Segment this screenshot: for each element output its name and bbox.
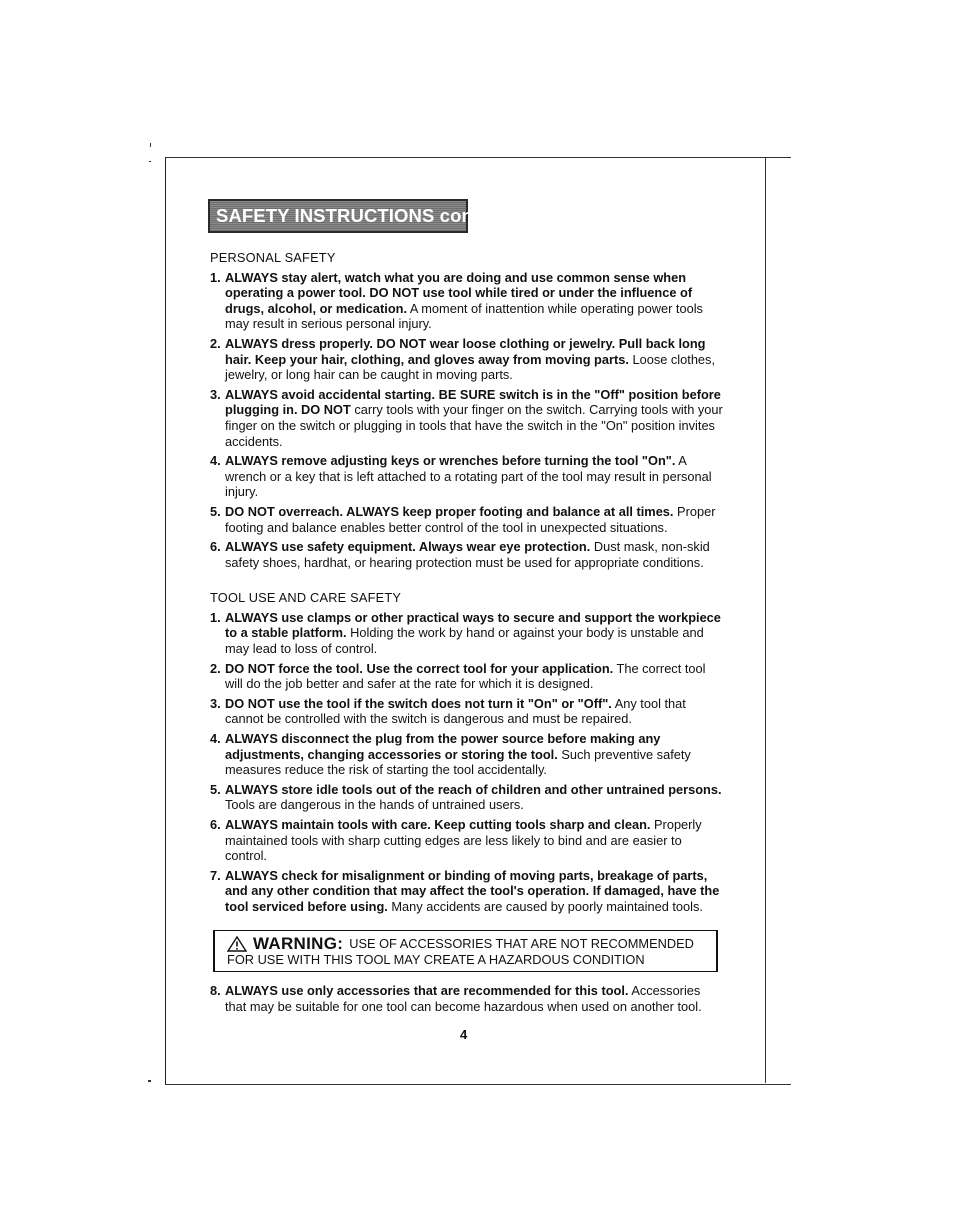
main-content	[210, 250, 725, 919]
item-text: carry tools with your finger on the switch. Carrying tools with your finger on the switch or plugging in tools that have the switch in the "On" position invites accidents.	[225, 402, 723, 449]
item-bold-text: DO NOT force the tool. Use the correct tool for your application.	[225, 660, 614, 676]
item-text: A wrench or a key that is left attached to a rotating part of the tool may result in personal injury.	[225, 453, 712, 500]
item-text: Accessories that may be suitable for one tool can become hazardous when used on another tool.	[225, 983, 702, 1014]
list-item	[210, 539, 725, 570]
item-text: Loose clothes, jewelry, or long hair can be caught in moving parts.	[225, 351, 716, 383]
item-text: Proper footing and balance enables better control of the tool in unexpected situations.	[225, 503, 716, 535]
item-bold-text: ALWAYS maintain tools with care. Keep cutting tools sharp and clean.	[225, 817, 651, 832]
item-bold-text: ALWAYS use only accessories that are recommended for this tool.	[225, 983, 629, 998]
item-number: 3.	[210, 695, 221, 711]
item-bold-text: DO NOT use the tool if the switch does not turn it "On" or "Off".	[225, 695, 612, 711]
item-number: 1.	[210, 269, 221, 285]
item-text: Holding the work by hand or against your body is unstable and may lead to loss of control.	[225, 625, 704, 657]
personal-safety-heading: PERSONAL SAFETY	[210, 250, 336, 265]
banner-title: SAFETY INSTRUCTIONS cont.	[210, 201, 466, 231]
item-text: The correct tool will do the job better and safer at the rate for which it is designed.	[225, 660, 706, 692]
item-number: 6.	[210, 539, 221, 555]
item-bold-text: ALWAYS remove adjusting keys or wrenches before turning the tool "On".	[225, 453, 676, 469]
item-number: 5.	[210, 503, 221, 519]
item-number: 2.	[210, 660, 221, 676]
item-bold-text: ALWAYS stay alert, watch what you are doing and use common sense when operating a power tool. DO NOT use tool while tired or under the influence of drugs, alcohol, or medication.	[225, 269, 693, 316]
section-banner	[208, 199, 485, 233]
list-item	[210, 453, 725, 500]
item-text: Dust mask, non-skid safety shoes, hardhat, or hearing protection must be used for appropriate conditions.	[225, 539, 710, 570]
list-item	[210, 782, 725, 813]
list-item	[210, 731, 725, 778]
list-item	[210, 817, 725, 864]
warning-text-line2: FOR USE WITH THIS TOOL MAY CREATE A HAZARDOUS CONDITION	[227, 952, 645, 967]
item-number: 5.	[210, 781, 221, 797]
item-number: 4.	[210, 453, 221, 469]
item-bold-text: ALWAYS use clamps or other practical ways to secure and support the workpiece to a stable platform.	[225, 609, 721, 641]
list-item	[210, 387, 725, 449]
scan-mark	[149, 161, 151, 162]
warning-triangle-icon	[227, 936, 247, 952]
item-number: 1.	[210, 609, 221, 625]
page-number: 4	[460, 1027, 468, 1042]
list-item	[210, 868, 725, 915]
warning-box	[213, 930, 718, 972]
list-item	[210, 610, 725, 657]
item-bold-text: ALWAYS use safety equipment. Always wear eye protection.	[225, 539, 591, 555]
list-item	[210, 270, 725, 332]
warning-text-line1: USE OF ACCESSORIES THAT ARE NOT RECOMMENDED	[349, 936, 694, 952]
list-item	[210, 504, 725, 535]
item-bold-text: DO NOT overreach. ALWAYS keep proper footing and balance at all times.	[225, 503, 674, 519]
scan-mark	[150, 143, 151, 147]
item-bold-text: ALWAYS disconnect the plug from the power source before making any adjustments, changing accessories or storing the tool.	[225, 731, 661, 762]
item-bold-text: ALWAYS avoid accidental starting. BE SURE switch is in the "Off" position before plugging in. DO NOT	[225, 386, 721, 418]
item-text: A moment of inattention while operating power tools may result in serious personal injury.	[225, 300, 703, 332]
list-item-8	[210, 983, 725, 1014]
item-text: Many accidents are caused by poorly maintained tools.	[387, 898, 703, 914]
list-item	[210, 983, 725, 1018]
item-bold-text: ALWAYS check for misalignment or binding of moving parts, breakage of parts, and any other condition that may affect the tool's operation. If damaged, have the tool serviced before using.	[225, 867, 720, 914]
tool-use-heading: TOOL USE AND CARE SAFETY	[210, 590, 402, 606]
list-item	[210, 696, 725, 727]
scan-mark	[148, 1080, 151, 1082]
item-number: 2.	[210, 335, 221, 351]
item-bold-text: ALWAYS dress properly. DO NOT wear loose clothing or jewelry. Pull back long hair. Keep your hair, clothing, and gloves away from moving parts.	[225, 335, 706, 367]
item-bold-text: ALWAYS store idle tools out of the reach of children and other untrained persons.	[225, 781, 722, 797]
item-text: Tools are dangerous in the hands of untrained users.	[225, 797, 524, 813]
item-number: 6.	[210, 817, 221, 832]
warning-label: WARNING:	[253, 934, 344, 954]
frame-divider	[765, 157, 766, 1083]
item-number: 4.	[210, 731, 221, 747]
item-text: Such preventive safety measures reduce the risk of starting the tool accidentally.	[225, 746, 691, 778]
item-number: 8.	[210, 983, 221, 998]
item-number: 3.	[210, 386, 221, 402]
item-text: Properly maintained tools with sharp cutting edges are less likely to bind and are easier to control.	[225, 817, 702, 864]
item-text: Any tool that cannot be controlled with the switch is dangerous and must be repaired.	[225, 695, 686, 727]
list-item	[210, 336, 725, 383]
list-item	[210, 661, 725, 692]
item-number: 7.	[210, 867, 221, 883]
